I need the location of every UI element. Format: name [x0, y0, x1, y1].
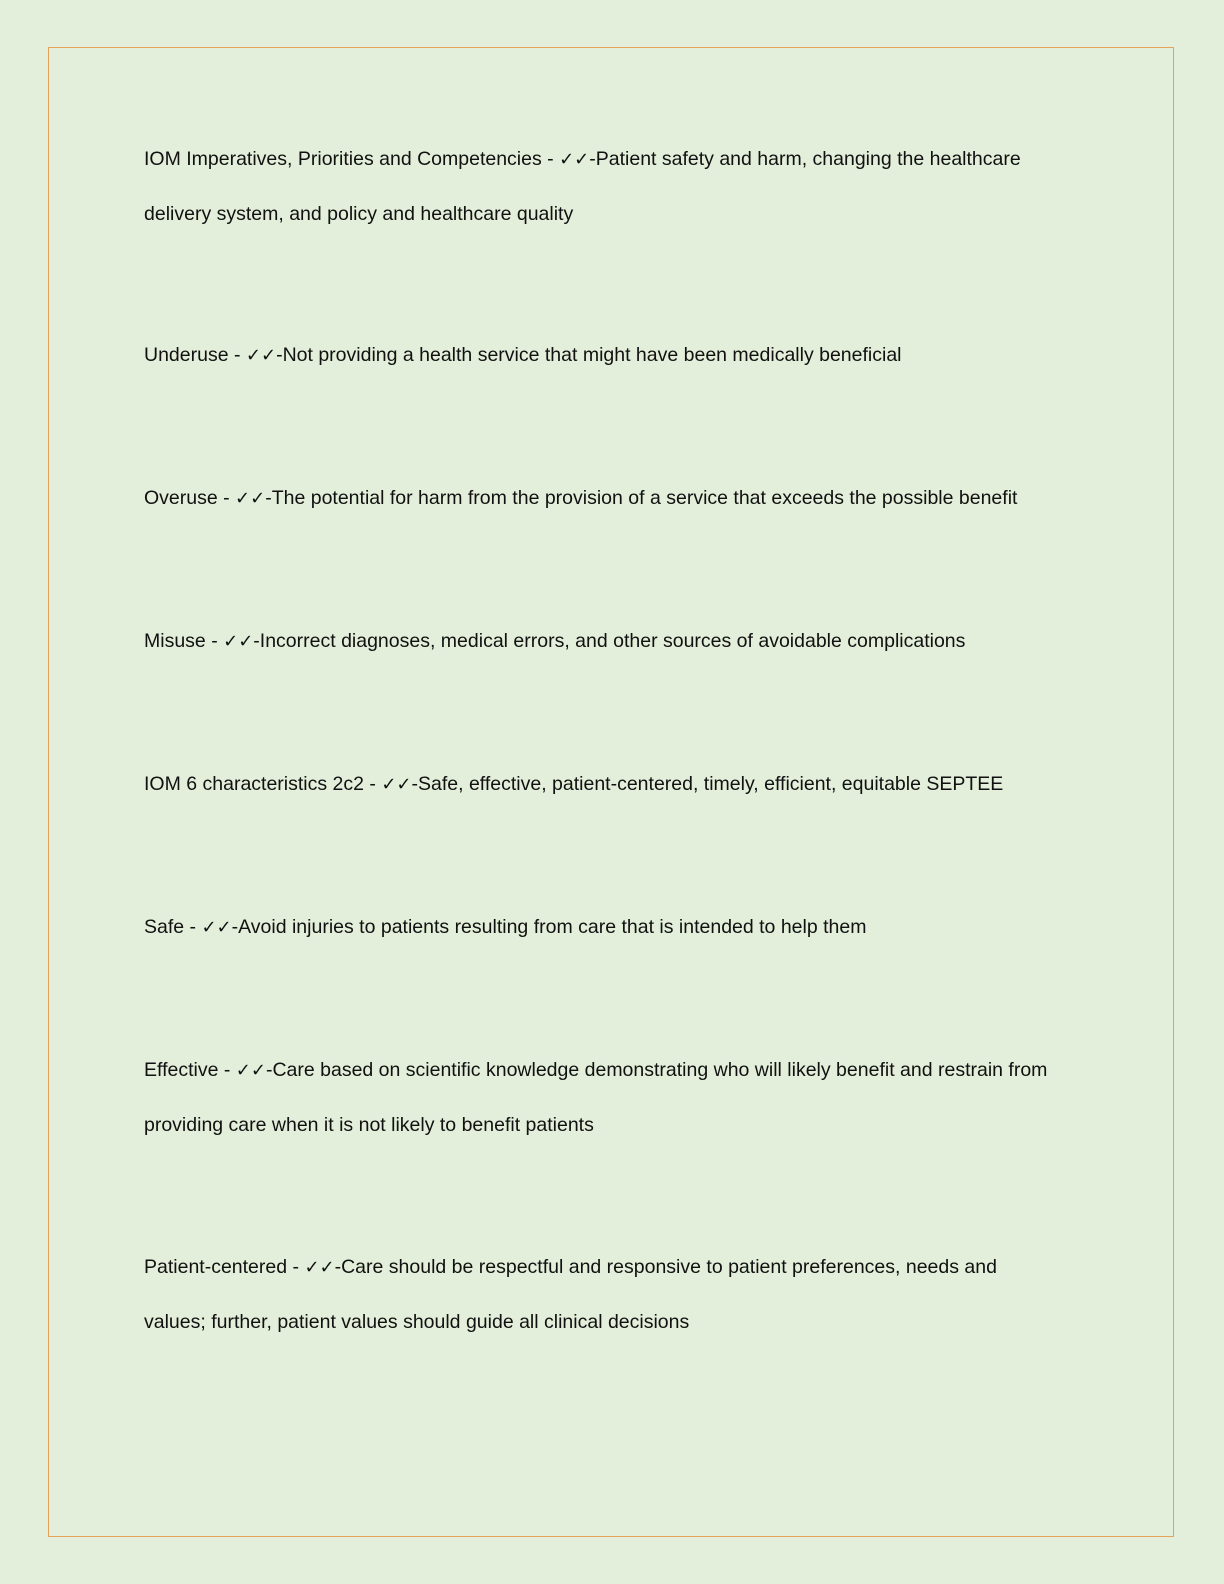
entry-definition: -Safe, effective, patient-centered, timely, efficient, equitable SEPTEE [411, 773, 1004, 795]
entry-definition: -Care should be respectful and responsive to patient preferences, needs and values; further, patient values should guide all clinical decisions [144, 1256, 997, 1333]
entry-definition: -Avoid injuries to patients resulting from care that is intended to help them [231, 916, 867, 938]
entry-definition: -Not providing a health service that might have been medically beneficial [276, 344, 902, 366]
entry-term: Underuse [144, 344, 229, 366]
entry-safe [144, 900, 1064, 955]
double-check-icon: ✓✓ [381, 774, 412, 795]
entry-definition: -Incorrect diagnoses, medical errors, and other sources of avoidable complications [253, 630, 966, 652]
entry-misuse [144, 614, 1064, 669]
entry-overuse [144, 471, 1064, 526]
double-check-icon: ✓✓ [235, 1060, 266, 1081]
entry-underuse [144, 328, 1064, 383]
entry-separator: - [228, 344, 246, 366]
entry-definition: -Patient safety and harm, changing the healthcare delivery system, and policy and healthcare quality [144, 148, 1021, 225]
entry-iom-6-characteristics [144, 757, 1064, 812]
entry-separator: - [217, 487, 236, 509]
entry-separator: - [541, 148, 560, 170]
entry-separator: - [287, 1256, 305, 1278]
entry-term: IOM Imperatives, Priorities and Competencies [144, 148, 542, 170]
entry-definition: -The potential for harm from the provision of a service that exceeds the possible benefit [265, 487, 1018, 509]
entry-term: Patient-centered [144, 1256, 288, 1278]
double-check-icon: ✓✓ [304, 1257, 335, 1278]
entry-patient-centered [144, 1240, 1064, 1350]
entry-term: Overuse [144, 487, 218, 509]
entry-separator: - [184, 916, 202, 938]
entry-definition: -Care based on scientific knowledge demonstrating who will likely benefit and restrain from providing care when it is not likely to benefit patients [144, 1059, 1048, 1136]
entry-term: Safe [144, 916, 185, 938]
entry-iom-imperatives [144, 132, 1064, 242]
double-check-icon: ✓✓ [245, 345, 277, 366]
double-check-icon: ✓✓ [559, 149, 590, 170]
double-check-icon: ✓✓ [223, 631, 254, 652]
entry-separator: - [205, 630, 224, 652]
entry-term: IOM 6 characteristics 2c2 [144, 773, 364, 795]
entry-separator: - [218, 1059, 236, 1081]
entry-term: Effective [144, 1059, 219, 1081]
double-check-icon: ✓✓ [201, 917, 232, 938]
entry-term: Misuse [144, 630, 206, 652]
double-check-icon: ✓✓ [235, 488, 266, 509]
entry-effective [144, 1043, 1064, 1153]
entry-separator: - [363, 773, 382, 795]
